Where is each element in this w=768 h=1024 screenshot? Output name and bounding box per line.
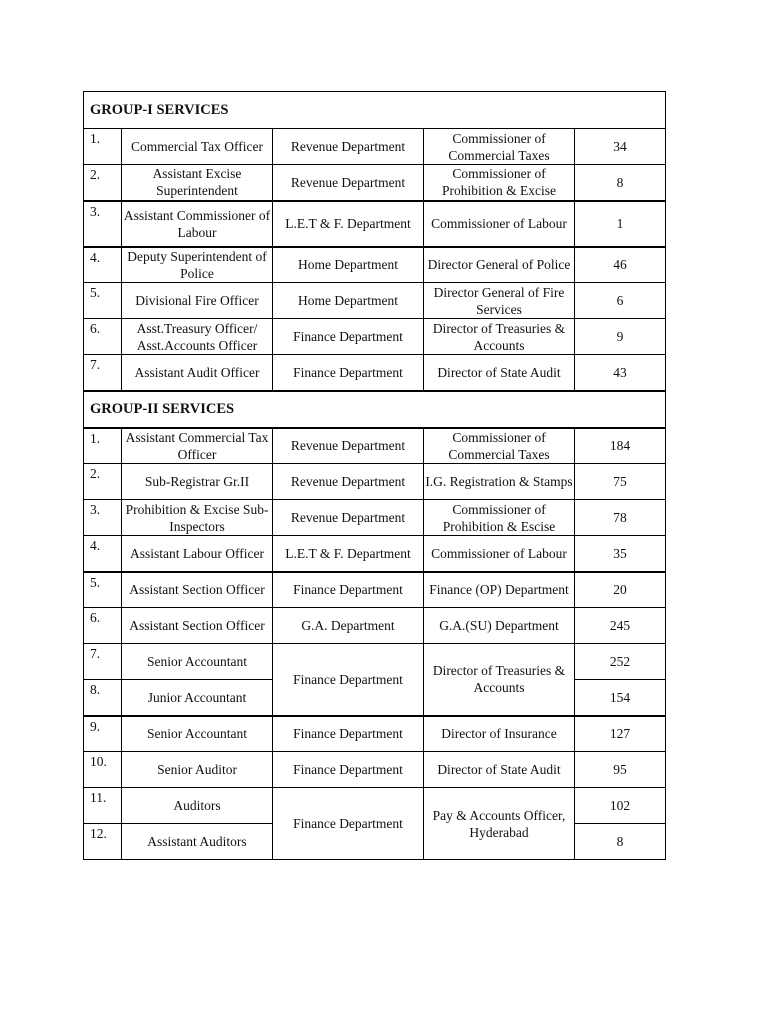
- row-number: 4.: [84, 247, 122, 283]
- head-of-department: Director of State Audit: [424, 752, 575, 788]
- post-name: Deputy Superintendent of Police: [122, 247, 273, 283]
- vacancy-count: 8: [575, 824, 666, 860]
- vacancy-count: 34: [575, 129, 666, 165]
- row-number: 3.: [84, 201, 122, 247]
- table-row: [84, 165, 666, 201]
- department: Finance Department: [273, 788, 424, 860]
- department: L.E.T & F. Department: [273, 536, 424, 572]
- department: Revenue Department: [273, 129, 424, 165]
- department: Revenue Department: [273, 428, 424, 464]
- head-of-department: I.G. Registration & Stamps: [424, 464, 575, 500]
- table-row: [84, 572, 666, 608]
- row-number: 7.: [84, 355, 122, 391]
- table-row: [84, 608, 666, 644]
- post-name: Assistant Commercial Tax Officer: [122, 428, 273, 464]
- vacancy-count: 252: [575, 644, 666, 680]
- department: Revenue Department: [273, 500, 424, 536]
- vacancy-count: 8: [575, 165, 666, 201]
- row-number: 3.: [84, 500, 122, 536]
- head-of-department: Commissioner of Labour: [424, 201, 575, 247]
- post-name: Junior Accountant: [122, 680, 273, 716]
- post-name: Assistant Audit Officer: [122, 355, 273, 391]
- department: Finance Department: [273, 752, 424, 788]
- post-name: Asst.Treasury Officer/ Asst.Accounts Officer: [122, 319, 273, 355]
- table-row: [84, 428, 666, 464]
- table-row: [84, 752, 666, 788]
- department: Revenue Department: [273, 165, 424, 201]
- row-number: 6.: [84, 319, 122, 355]
- vacancy-count: 43: [575, 355, 666, 391]
- vacancy-count: 75: [575, 464, 666, 500]
- post-name: Assistant Commissioner of Labour: [122, 201, 273, 247]
- post-name: Auditors: [122, 788, 273, 824]
- department: Finance Department: [273, 716, 424, 752]
- post-name: Assistant Labour Officer: [122, 536, 273, 572]
- head-of-department: Director of Treasuries & Accounts: [424, 319, 575, 355]
- department: L.E.T & F. Department: [273, 201, 424, 247]
- table-row: [84, 319, 666, 355]
- row-number: 5.: [84, 572, 122, 608]
- table-row: [84, 247, 666, 283]
- department: Finance Department: [273, 572, 424, 608]
- vacancy-count: 102: [575, 788, 666, 824]
- department: Finance Department: [273, 644, 424, 716]
- table-row: [84, 788, 666, 824]
- row-number: 11.: [84, 788, 122, 824]
- department: Finance Department: [273, 319, 424, 355]
- head-of-department: Pay & Accounts Officer, Hyderabad: [424, 788, 575, 860]
- vacancy-count: 154: [575, 680, 666, 716]
- head-of-department: G.A.(SU) Department: [424, 608, 575, 644]
- vacancy-count: 184: [575, 428, 666, 464]
- head-of-department: Commissioner of Prohibition & Escise: [424, 500, 575, 536]
- row-number: 1.: [84, 129, 122, 165]
- head-of-department: Director General of Police: [424, 247, 575, 283]
- head-of-department: Commissioner of Labour: [424, 536, 575, 572]
- head-of-department: Commissioner of Commercial Taxes: [424, 428, 575, 464]
- row-number: 1.: [84, 428, 122, 464]
- row-number: 4.: [84, 536, 122, 572]
- post-name: Prohibition & Excise Sub-Inspectors: [122, 500, 273, 536]
- table-row: [84, 283, 666, 319]
- post-name: Senior Accountant: [122, 716, 273, 752]
- table-row: [84, 716, 666, 752]
- vacancy-count: 95: [575, 752, 666, 788]
- table-row: [84, 644, 666, 680]
- department: G.A. Department: [273, 608, 424, 644]
- post-name: Senior Accountant: [122, 644, 273, 680]
- group-header-row: [84, 92, 666, 129]
- head-of-department: Director General of Fire Services: [424, 283, 575, 319]
- table-row: [84, 500, 666, 536]
- post-name: Assistant Excise Superintendent: [122, 165, 273, 201]
- vacancy-count: 46: [575, 247, 666, 283]
- row-number: 8.: [84, 680, 122, 716]
- vacancy-count: 1: [575, 201, 666, 247]
- row-number: 12.: [84, 824, 122, 860]
- post-name: Sub-Registrar Gr.II: [122, 464, 273, 500]
- vacancy-count: 20: [575, 572, 666, 608]
- row-number: 5.: [84, 283, 122, 319]
- row-number: 2.: [84, 165, 122, 201]
- head-of-department: Director of Insurance: [424, 716, 575, 752]
- post-name: Assistant Auditors: [122, 824, 273, 860]
- vacancy-count: 9: [575, 319, 666, 355]
- post-name: Divisional Fire Officer: [122, 283, 273, 319]
- row-number: 9.: [84, 716, 122, 752]
- group-title: GROUP-I SERVICES: [84, 92, 666, 129]
- group-title: GROUP-II SERVICES: [84, 391, 666, 428]
- head-of-department: Director of Treasuries & Accounts: [424, 644, 575, 716]
- row-number: 7.: [84, 644, 122, 680]
- vacancy-count: 245: [575, 608, 666, 644]
- post-name: Assistant Section Officer: [122, 608, 273, 644]
- table-row: [84, 464, 666, 500]
- department: Home Department: [273, 247, 424, 283]
- group-header-row: [84, 391, 666, 428]
- services-table: [83, 91, 666, 860]
- post-name: Commercial Tax Officer: [122, 129, 273, 165]
- vacancy-count: 35: [575, 536, 666, 572]
- table-row: [84, 129, 666, 165]
- table-row: [84, 201, 666, 247]
- row-number: 2.: [84, 464, 122, 500]
- department: Home Department: [273, 283, 424, 319]
- head-of-department: Commissioner of Commercial Taxes: [424, 129, 575, 165]
- department: Revenue Department: [273, 464, 424, 500]
- table-row: [84, 536, 666, 572]
- table-row: [84, 355, 666, 391]
- vacancy-count: 127: [575, 716, 666, 752]
- head-of-department: Commissioner of Prohibition & Excise: [424, 165, 575, 201]
- head-of-department: Director of State Audit: [424, 355, 575, 391]
- row-number: 6.: [84, 608, 122, 644]
- post-name: Assistant Section Officer: [122, 572, 273, 608]
- vacancy-count: 6: [575, 283, 666, 319]
- row-number: 10.: [84, 752, 122, 788]
- post-name: Senior Auditor: [122, 752, 273, 788]
- department: Finance Department: [273, 355, 424, 391]
- vacancy-count: 78: [575, 500, 666, 536]
- head-of-department: Finance (OP) Department: [424, 572, 575, 608]
